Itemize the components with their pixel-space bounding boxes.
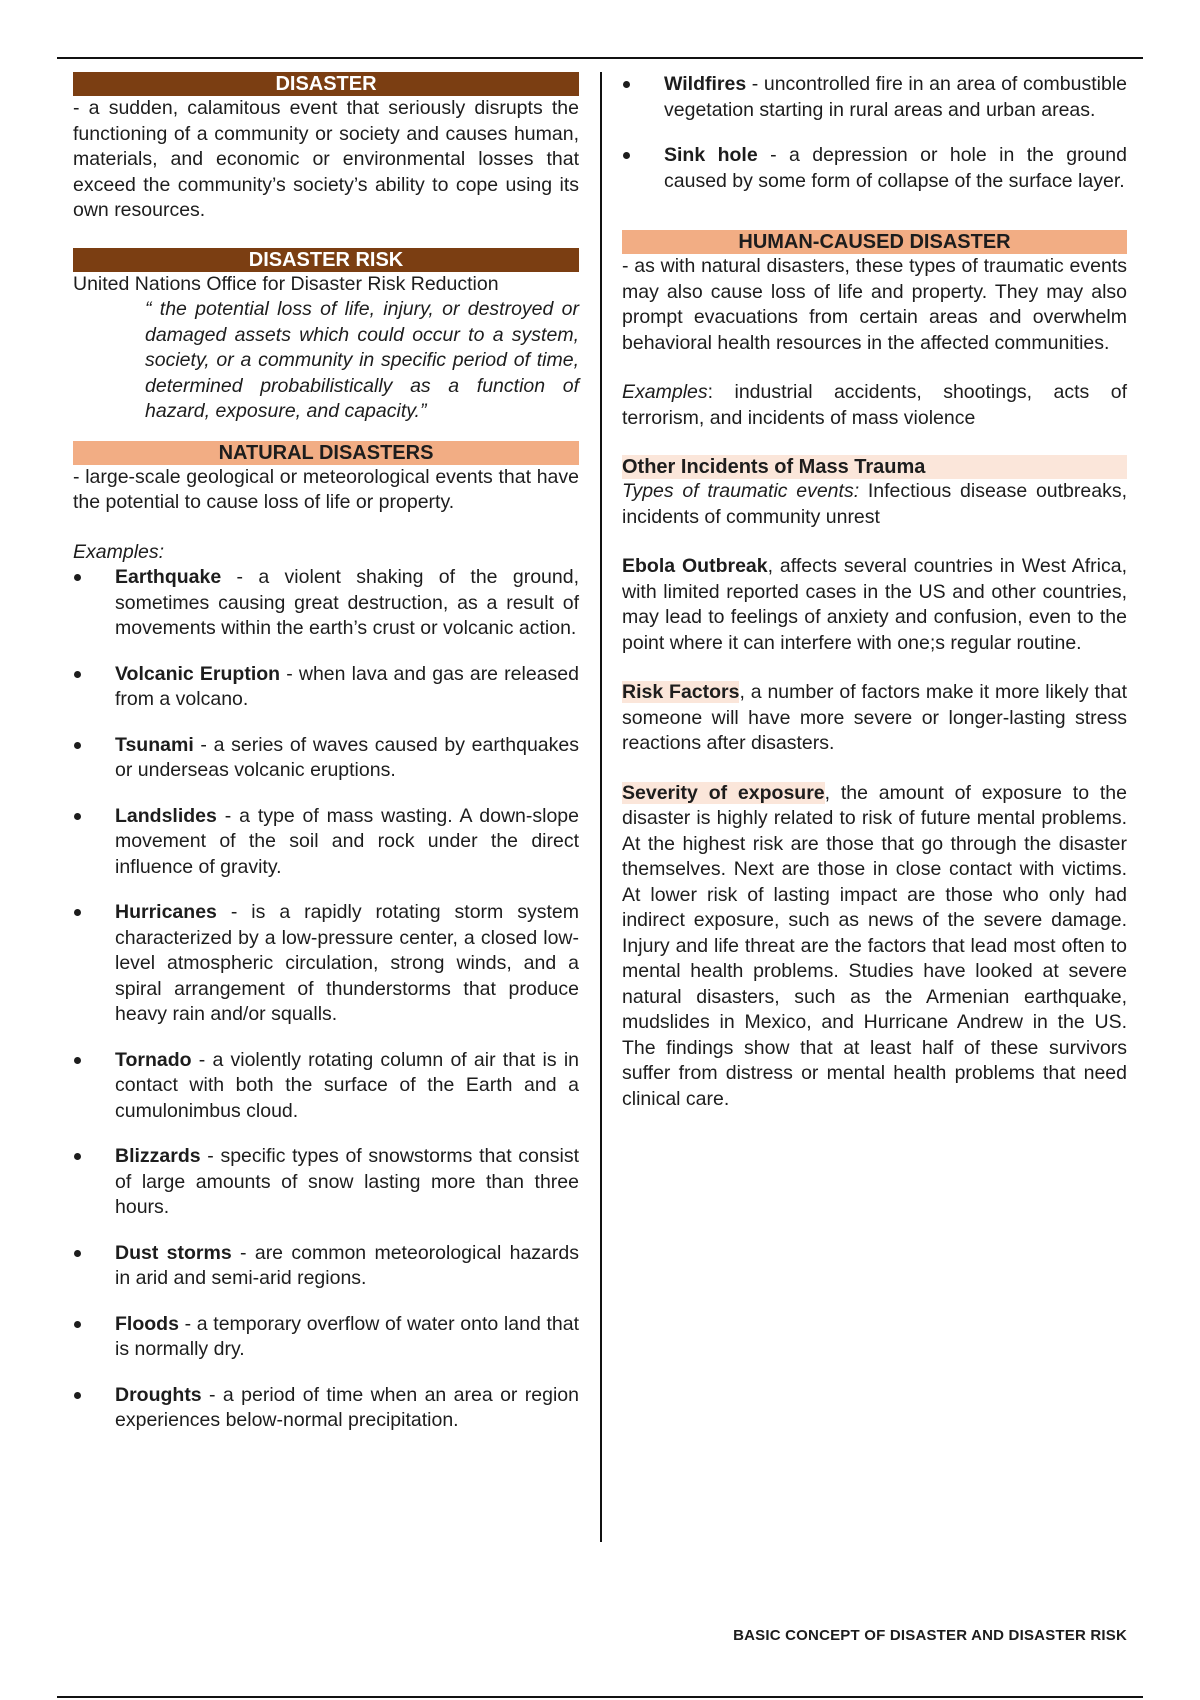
page-footer: BASIC CONCEPT OF DISASTER AND DISASTER RISK bbox=[733, 1627, 1127, 1644]
bullet-icon bbox=[74, 1392, 81, 1399]
natural-disasters-list-continued bbox=[622, 72, 1127, 194]
item-desc: - a violently rotating column of air that is in contact with both the surface of the Earth and a cumulonimbus cloud. bbox=[115, 1048, 579, 1122]
disaster-risk-heading: DISASTER RISK bbox=[73, 248, 579, 272]
item-term: Blizzards bbox=[115, 1145, 201, 1167]
item-term: Tornado bbox=[115, 1048, 192, 1071]
item-term: Hurricanes bbox=[115, 901, 217, 923]
natural-disasters-definition: - large-scale geological or meteorological events that have the potential to cause loss of life or property. bbox=[73, 465, 579, 513]
item-term: Earthquake bbox=[115, 566, 222, 588]
item-desc: - are common meteorological hazards in arid and semi-arid regions. bbox=[115, 1241, 579, 1289]
list-item bbox=[73, 1048, 579, 1125]
severity-term: Severity of exposure bbox=[622, 781, 825, 804]
disaster-heading: DISASTER bbox=[73, 72, 579, 96]
natural-examples-label: Examples: bbox=[73, 540, 165, 563]
mass-trauma-heading: Other Incidents of Mass Trauma bbox=[622, 455, 1127, 479]
risk-factors-paragraph bbox=[622, 680, 1127, 757]
list-item bbox=[73, 733, 579, 784]
mass-trauma-types bbox=[622, 479, 1127, 530]
list-item bbox=[73, 900, 579, 1028]
human-caused-heading: HUMAN-CAUSED DISASTER bbox=[622, 230, 1127, 254]
list-item bbox=[622, 143, 1127, 194]
bullet-icon bbox=[74, 1250, 81, 1257]
severity-paragraph bbox=[622, 781, 1127, 1113]
item-desc: - is a rapidly rotating storm system characterized by a low-pressure center, a closed low-level atmospheric circulation, strong winds, and a spiral arrangement of thunderstorms that produce heavy rain and/or squalls. bbox=[115, 901, 579, 1025]
types-text: Infectious disease outbreaks, incidents of community unrest bbox=[622, 480, 1127, 528]
ebola-term: Ebola Outbreak bbox=[622, 555, 768, 577]
item-desc: - when lava and gas are released from a volcano. bbox=[115, 662, 579, 710]
item-term: Tsunami bbox=[115, 733, 194, 756]
severity-text: , the amount of exposure to the disaster is highly related to risk of future mental problems. At the highest risk are those that go through the disaster themselves. Next are those in close contact with victims. At lower risk of lasting impact are those who only had indirect exposure, such as news of the severe damage. Injury and life threat are the factors that lead most often to mental health problems. Studies have looked at severe natural disasters, such as the Armenian earthquake, mudslides in Mexico, and Hurricane Andrew in the US. The findings show that at least half of these survivors suffer from distress or mental health problems that need clinical care. bbox=[622, 781, 1127, 1110]
risk-factors-term: Risk Factors bbox=[622, 681, 740, 703]
right-column bbox=[622, 72, 1127, 1112]
disaster-risk-source: United Nations Office for Disaster Risk Reduction bbox=[73, 272, 499, 295]
examples-label: Examples bbox=[622, 381, 708, 403]
item-desc: - a series of waves caused by earthquakes or underseas volcanic eruptions. bbox=[115, 733, 579, 781]
item-desc: - a violent shaking of the ground, sometimes causing great destruction, as a result of movements within the earth’s crust or volcanic action. bbox=[115, 566, 579, 639]
bullet-icon bbox=[74, 1321, 81, 1328]
bullet-icon bbox=[74, 909, 81, 916]
list-item bbox=[73, 662, 579, 713]
item-desc: - a period of time when an area or region experiences below-normal precipitation. bbox=[115, 1383, 579, 1431]
top-rule bbox=[57, 57, 1143, 59]
bottom-rule bbox=[57, 1696, 1143, 1698]
list-item bbox=[73, 1241, 579, 1292]
natural-disasters-heading: NATURAL DISASTERS bbox=[73, 441, 579, 465]
bullet-icon bbox=[74, 671, 81, 678]
item-desc: - a depression or hole in the ground caused by some form of collapse of the surface layer. bbox=[664, 144, 1127, 192]
risk-factors-text: , a number of factors make it more likely that someone will have more severe or longer-lasting stress reactions after disasters. bbox=[622, 681, 1127, 754]
item-term: Dust storms bbox=[115, 1241, 232, 1264]
bullet-icon bbox=[74, 1057, 81, 1064]
item-desc: - a type of mass wasting. A down-slope movement of the soil and rock under the direct influence of gravity. bbox=[115, 804, 579, 878]
bullet-icon bbox=[74, 574, 81, 581]
types-label: Types of traumatic events: bbox=[622, 480, 860, 502]
column-divider bbox=[600, 72, 602, 1542]
bullet-icon bbox=[623, 81, 630, 88]
human-caused-definition: - as with natural disasters, these types of traumatic events may also cause loss of life and property. They may also prompt evacuations from certain areas and overwhelm behavioral health resources in the affected communities. bbox=[622, 255, 1127, 354]
ebola-text: , affects several countries in West Africa, with limited reported cases in the US and other countries, may lead to feelings of anxiety and confusion, even to the point where it can interfere with one;s regular routine. bbox=[622, 555, 1127, 654]
list-item bbox=[73, 1383, 579, 1434]
left-column bbox=[73, 72, 579, 1454]
item-term: Volcanic Eruption bbox=[115, 662, 281, 685]
list-item bbox=[73, 804, 579, 881]
item-desc: - specific types of snowstorms that consist of large amounts of snow lasting more than three hours. bbox=[115, 1145, 579, 1218]
human-caused-examples bbox=[622, 380, 1127, 431]
item-term: Floods bbox=[115, 1312, 179, 1335]
list-item bbox=[622, 72, 1127, 123]
examples-text: : industrial accidents, shootings, acts of terrorism, and incidents of mass violence bbox=[622, 381, 1127, 429]
item-term: Sink hole bbox=[664, 144, 758, 166]
item-term: Landslides bbox=[115, 804, 217, 827]
disaster-definition: - a sudden, calamitous event that seriously disrupts the functioning of a community or society and causes human, materials, and economic or environmental losses that exceed the community’s society’s ability to cope using its own resources. bbox=[73, 97, 579, 221]
list-item bbox=[73, 1312, 579, 1363]
list-item bbox=[73, 1144, 579, 1221]
item-desc: - a temporary overflow of water onto land that is normally dry. bbox=[115, 1312, 579, 1360]
list-item bbox=[73, 565, 579, 642]
bullet-icon bbox=[623, 152, 630, 159]
disaster-risk-quote: “ the potential loss of life, injury, or destroyed or damaged assets which could occur to a system, society, or a community in specific period of time, determined probabilistically as a function of hazard, exposure, and capacity.” bbox=[145, 298, 579, 422]
bullet-icon bbox=[74, 1153, 81, 1160]
natural-disasters-list bbox=[73, 565, 579, 1434]
item-term: Wildfires bbox=[664, 73, 747, 95]
bullet-icon bbox=[74, 742, 81, 749]
item-term: Droughts bbox=[115, 1383, 202, 1406]
ebola-paragraph bbox=[622, 554, 1127, 656]
bullet-icon bbox=[74, 813, 81, 820]
item-desc: - uncontrolled fire in an area of combustible vegetation starting in rural areas and urban areas. bbox=[664, 73, 1127, 121]
